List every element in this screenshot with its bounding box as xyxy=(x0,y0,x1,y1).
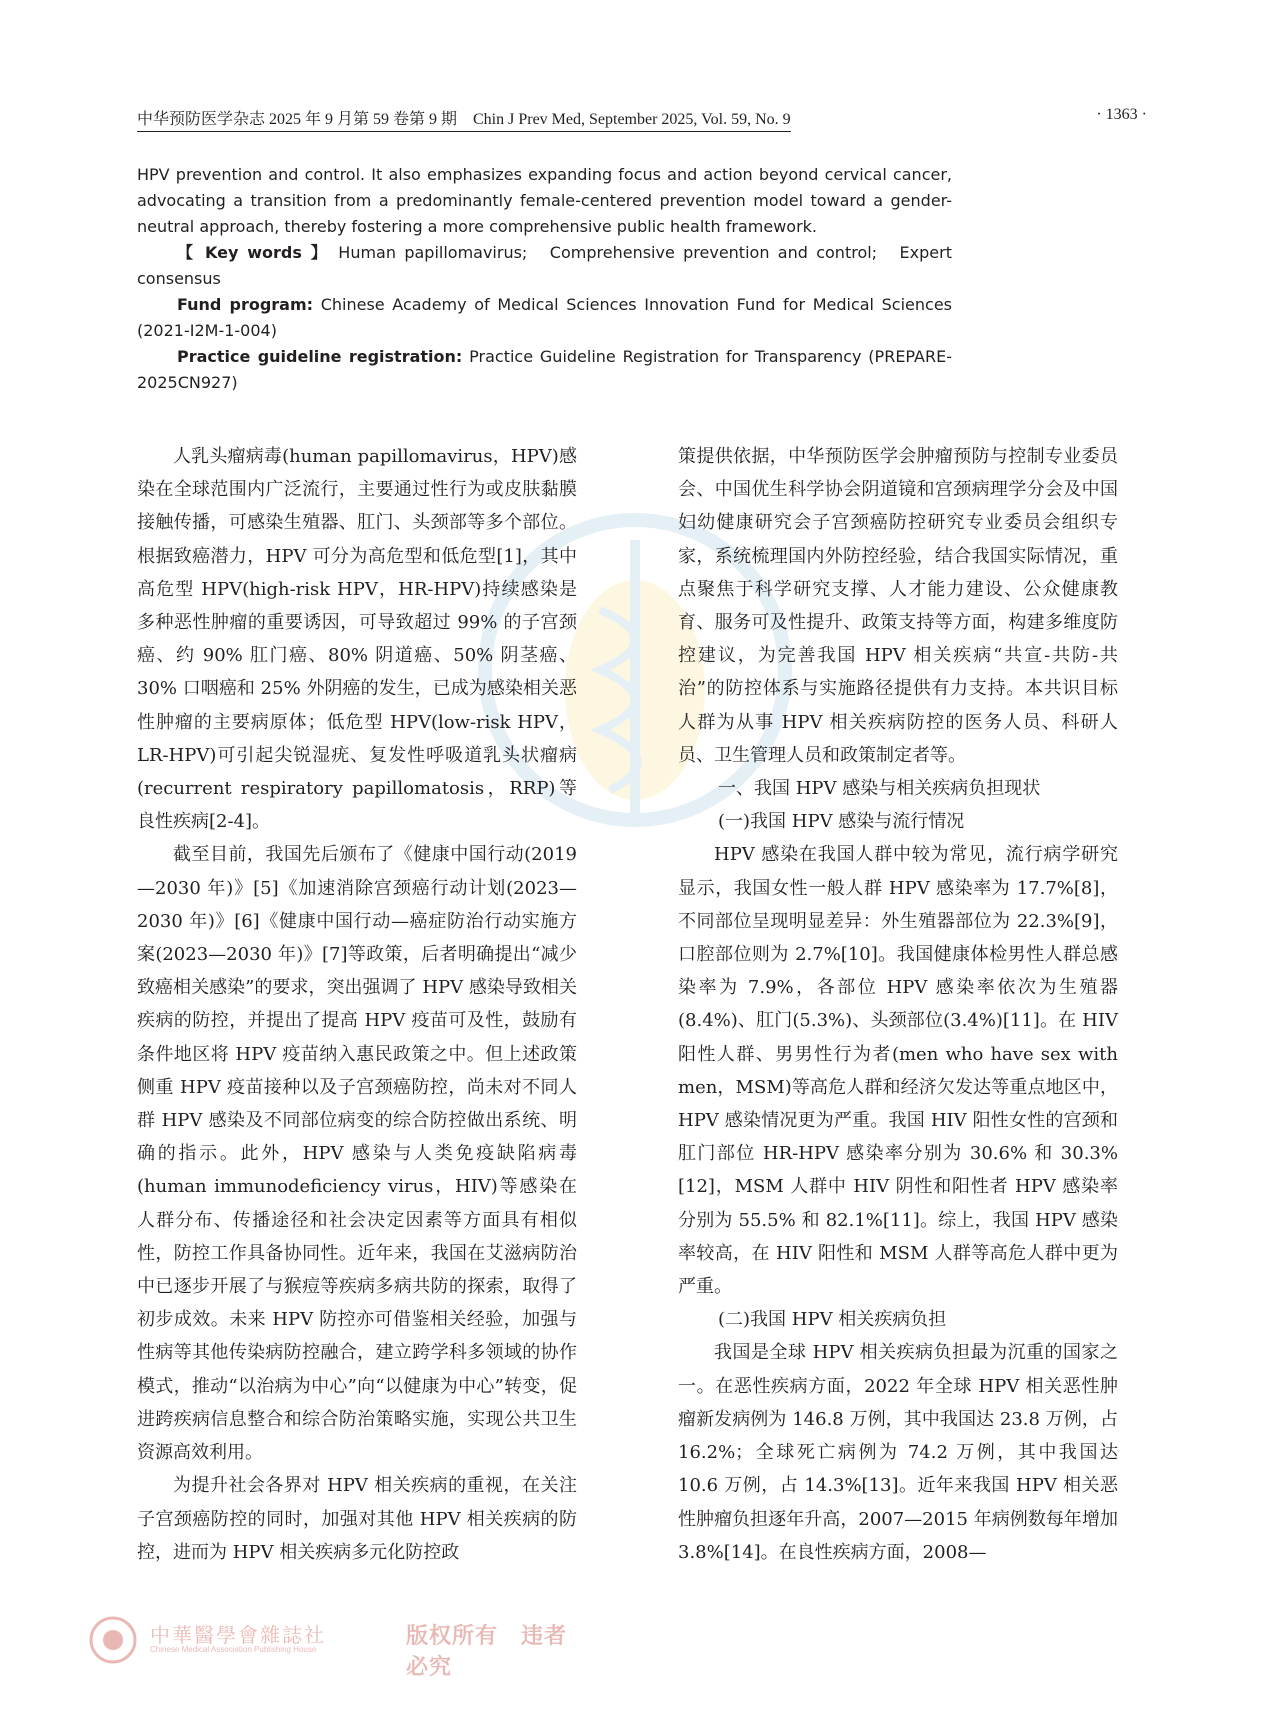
publisher-logo-icon xyxy=(88,1615,138,1665)
subsection-heading-1: (一)我国 HPV 感染与流行情况 xyxy=(718,811,965,833)
keywords-text: Human papillomavirus; Comprehensive prevention and control; Expert consensus xyxy=(137,243,952,288)
paragraph-policies: 截至目前，我国先后颁布了《健康中国行动(2019—2030 年)》[5]《加速消除宫颈癌行动计划(2023—2030 年)》[6]《健康中国行动—癌症防治行动实施方案(2023—2030 年)》[7]等政策，后者明确提出“减少致癌相关感染”的要求，突出强调了 HPV 感染导致相关疾病的防控，并提出了提高 HPV 疫苗可及性，鼓励有条件地区将 HPV 疫苗纳入惠民政策之中。但上述政策侧重 HPV 疫苗接种以及子宫颈癌防控，尚未对不同人群 HPV 感染及不同部位病变的综合防控做出系统、明确的指示。此外，HPV 感染与人类免疫缺陷病毒(human immunodeficiency virus，HIV)等感染在人群分布、传播途径和社会决定因素等方面具有相似性，防控工作具备协同性。近年来，我国在艾滋病防治中已逐步开展了与猴痘等疾病多病共防的探索，取得了初步成效。未来 HPV 防控亦可借鉴相关经验，加强与性病等其他传染病防控融合，建立跨学科多领域的协作模式，推动“以治病为中心”向“以健康为中心”转变，促进跨疾病信息整合和综合防治策略实施，实现公共卫生资源高效利用。 xyxy=(137,844,577,1464)
abstract-section xyxy=(137,162,952,396)
guideline-registration xyxy=(137,344,952,396)
paragraph-disease-burden: 我国是全球 HPV 相关疾病负担最为沉重的国家之一。在恶性疾病方面，2022 年全球 HPV 相关恶性肿瘤新发病例为 146.8 万例，其中我国达 23.8 万例，占 16.2%；全球死亡病例为 74.2 万例，其中我国达 10.6 万例，占 14.3%[13]。近年来我国 HPV 相关恶性肿瘤负担逐年升高，2007—2015 年病例数每年增加 3.8%[14]。在良性疾病方面，2008— xyxy=(678,1342,1118,1563)
publisher-name-cn: 中華醫學會雜誌社 xyxy=(150,1623,326,1647)
paragraph-purpose: 为提升社会各界对 HPV 相关疾病的重视，在关注子宫颈癌防控的同时，加强对其他 HPV 相关疾病的防控，进而为 HPV 相关疾病多元化防控政 xyxy=(137,1475,577,1563)
registration-text: Practice Guideline Registration for Transparency (PREPARE-2025CN927) xyxy=(137,347,952,392)
paragraph-intro: 人乳头瘤病毒(human papillomavirus，HPV)感染在全球范围内广泛流行，主要通过性行为或皮肤黏膜接触传播，可感染生殖器、肛门、头颈部等多个部位。根据致癌潜力，HPV 可分为高危型和低危型[1]，其中高危型 HPV(high-risk HPV，HR-HPV)持续感染是多种恶性肿瘤的重要诱因，可导致超过 99% 的子宫颈癌、约 90% 肛门癌、80% 阴道癌、50% 阴茎癌、30% 口咽癌和 25% 外阴癌的发生，已成为感染相关恶性肿瘤的主要病原体；低危型 HPV(low-risk HPV，LR-HPV)可引起尖锐湿疣、复发性呼吸道乳头状瘤病(recurrent respiratory papillomatosis，RRP)等良性疾病[2-4]。 xyxy=(137,446,577,833)
keywords xyxy=(137,240,952,292)
rights-notice: 版权所有 违者必究 xyxy=(406,1624,568,1680)
publisher-watermark xyxy=(88,1615,588,1680)
registration-label: Practice guideline registration: xyxy=(177,347,463,366)
journal-citation: 中华预防医学杂志 2025 年 9 月第 59 卷第 9 期 Chin J Prev Med, September 2025, Vol. 59, No. 9 xyxy=(137,106,791,132)
paragraph-hpv-infection: HPV 感染在我国人群中较为常见，流行病学研究显示，我国女性一般人群 HPV 感染率为 17.7%[8]，不同部位呈现明显差异：外生殖器部位为 22.3%[9]，口腔部位则为 2.7%[10]。我国健康体检男性人群总感染率为 7.9%，各部位 HPV 感染率依次为生殖器(8.4%)、肛门(5.3%)、头颈部位(3.4%)[11]。在 HIV 阳性人群、男男性行为者(men who have sex with men，MSM)等高危人群和经济欠发达等重点地区中，HPV 感染情况更为严重。我国 HIV 阳性女性的宫颈和肛门部位 HR-HPV 感染率分别为 30.6% 和 30.3%[12]，MSM 人群中 HIV 阴性和阳性者 HPV 感染率分别为 55.5% 和 82.1%[11]。综上，我国 HPV 感染率较高，在 HIV 阳性和 MSM 人群等高危人群中更为严重。 xyxy=(678,844,1118,1298)
paragraph-purpose-continued: 策提供依据，中华预防医学会肿瘤预防与控制专业委员会、中国优生科学协会阴道镜和宫颈病理学分会及中国妇幼健康研究会子宫颈癌防控研究专业委员会组织专家，系统梳理国内外防控经验，结合我国实际情况，重点聚焦于科学研究支撑、人才能力建设、公众健康教育、服务可及性提升、政策支持等方面，构建多维度防控建议，为完善我国 HPV 相关疾病“共宣-共防-共治”的防控体系与实施路径提供有力支持。本共识目标人群为从事 HPV 相关疾病防控的医务人员、科研人员、卫生管理人员和政策制定者等。 xyxy=(678,446,1118,766)
keywords-label: 【 Key words 】 xyxy=(177,243,330,262)
fund-program xyxy=(137,292,952,344)
publisher-name-en: Chinese Medical Association Publishing House xyxy=(150,1645,317,1654)
right-column xyxy=(678,440,1118,1569)
running-header xyxy=(137,100,1147,130)
left-column xyxy=(137,440,577,1569)
section-heading-1: 一、我国 HPV 感染与相关疾病负担现状 xyxy=(718,778,1041,800)
abstract-tail: HPV prevention and control. It also emphasizes expanding focus and action beyond cervical cancer, advocating a transition from a predominantly female-centered prevention model toward a gender-neutral approach, thereby fostering a more comprehensive public health framework. xyxy=(137,165,952,236)
fund-text: Chinese Academy of Medical Sciences Innovation Fund for Medical Sciences (2021-I2M-1-004) xyxy=(137,295,952,340)
subsection-heading-2: (二)我国 HPV 相关疾病负担 xyxy=(718,1309,947,1331)
fund-label: Fund program: xyxy=(177,295,314,314)
page-number: · 1363 · xyxy=(1096,106,1147,123)
